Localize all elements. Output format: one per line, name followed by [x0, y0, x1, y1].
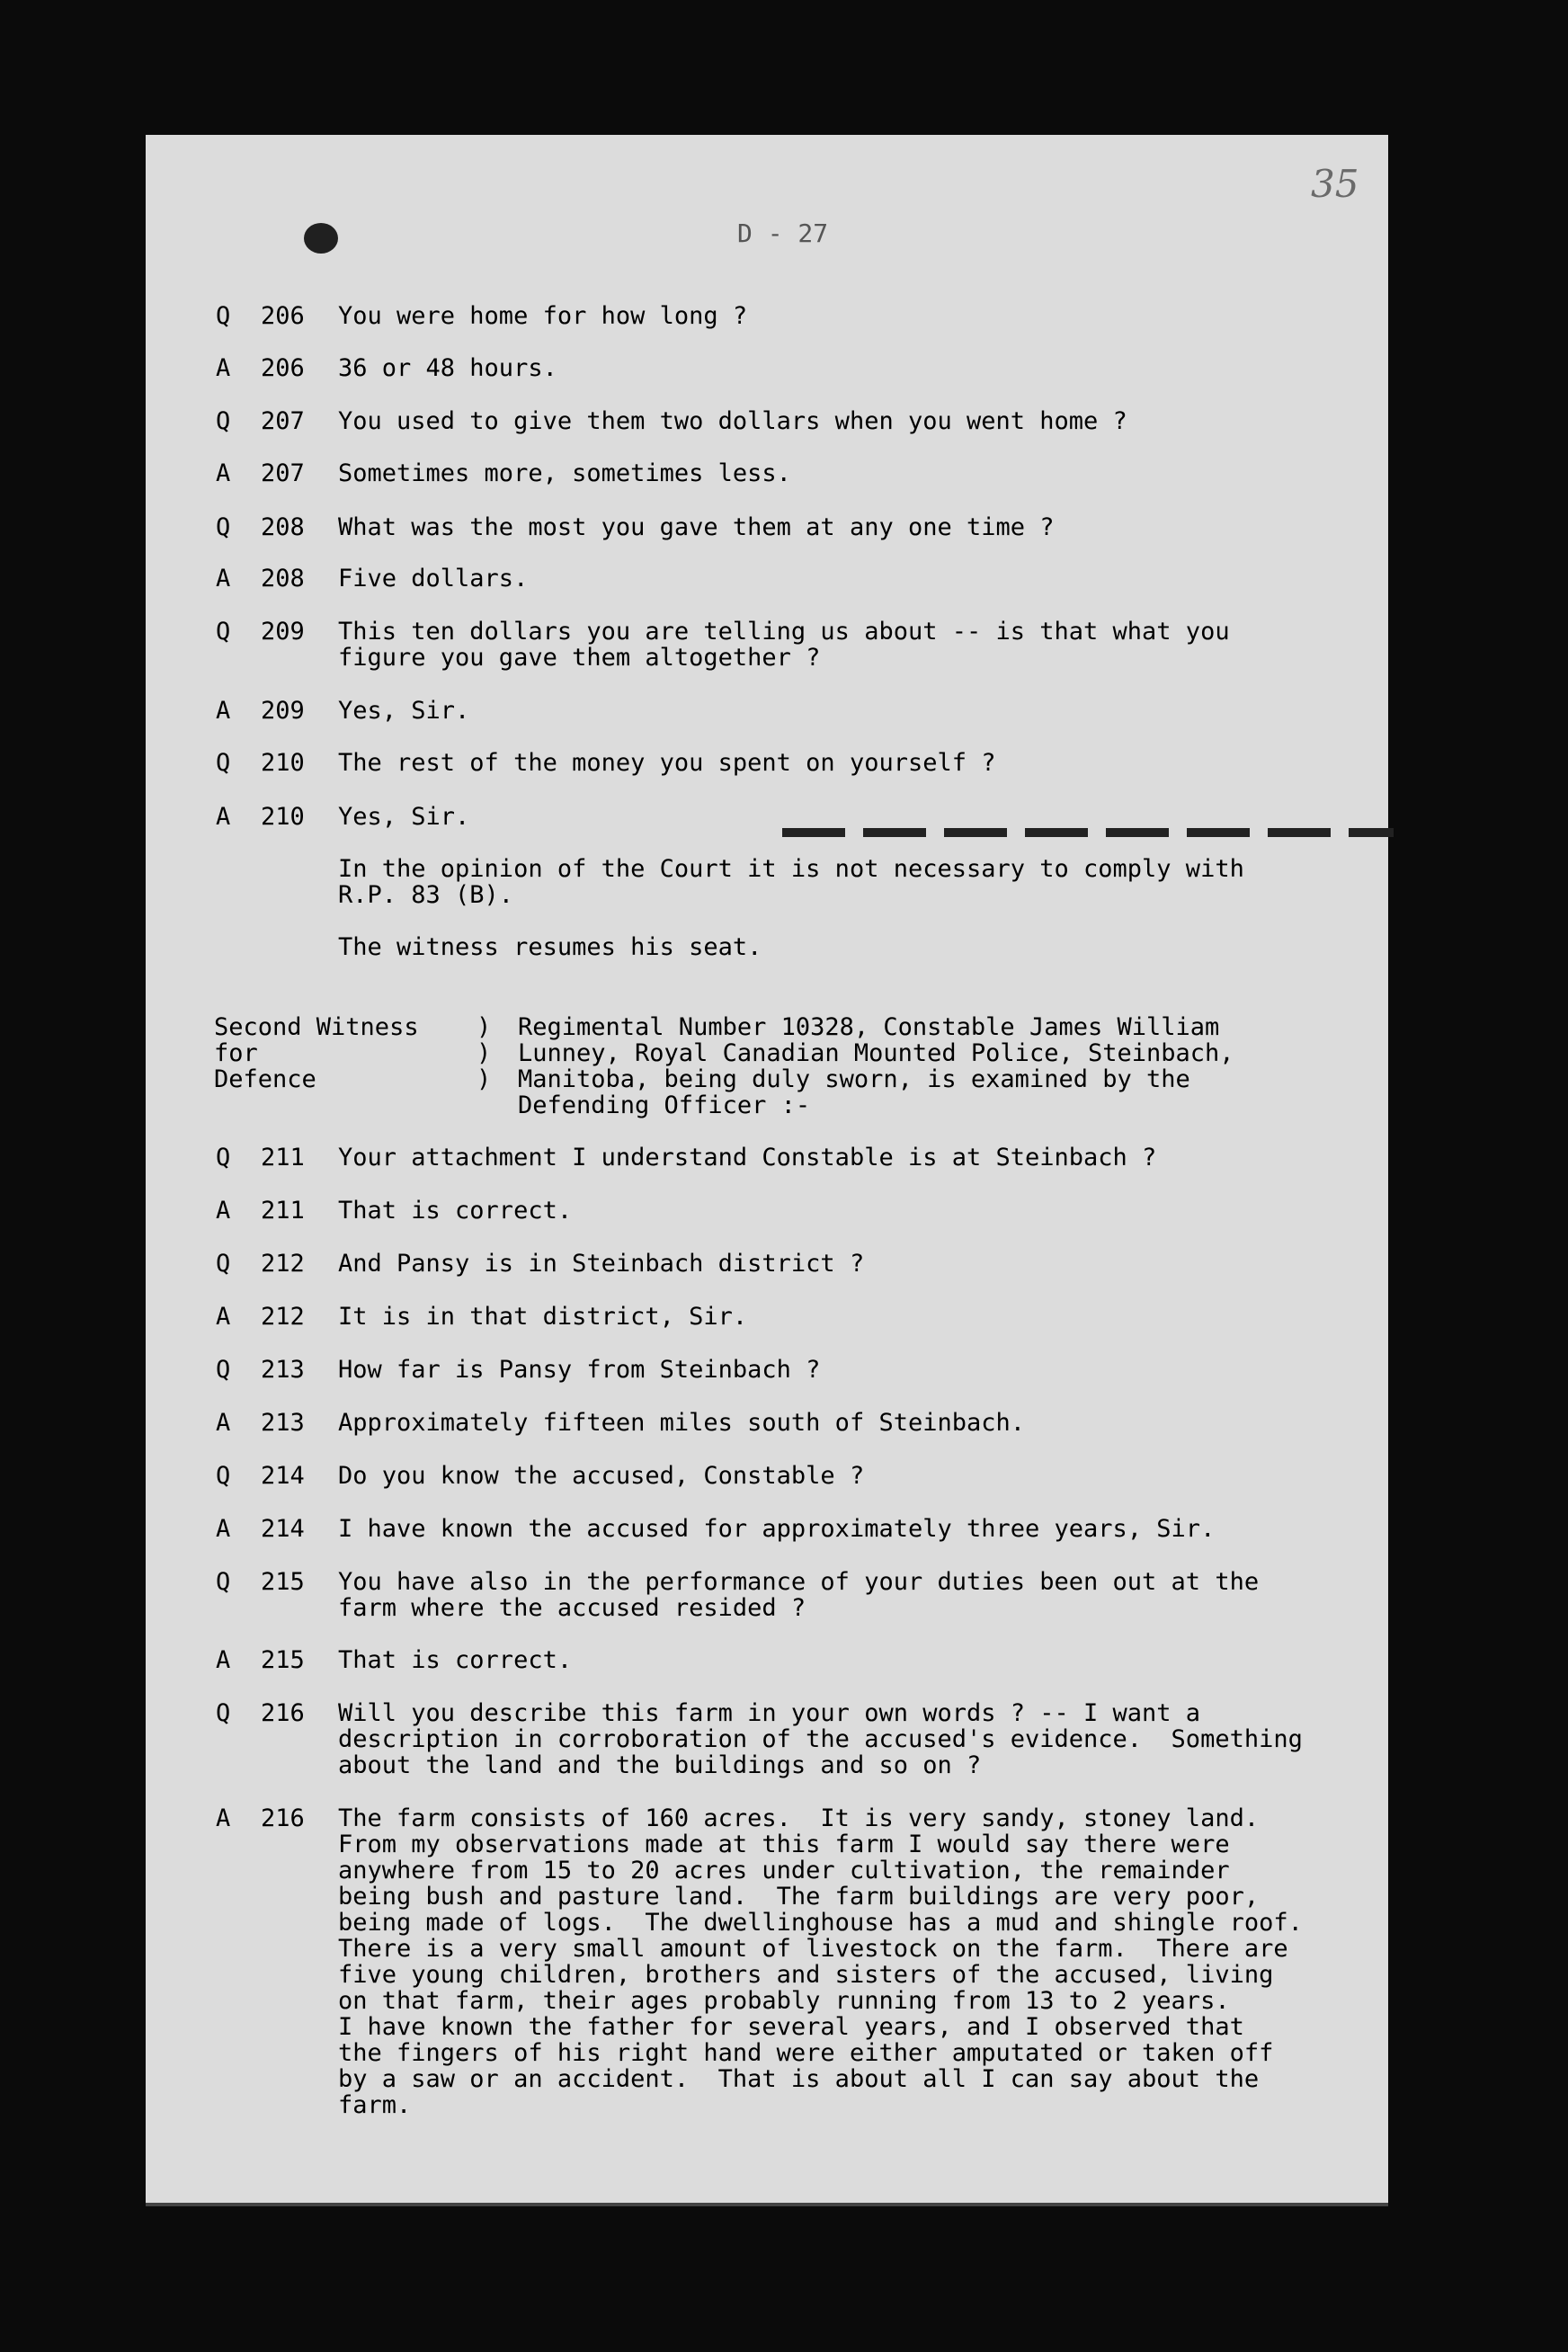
- qa-number: 208: [261, 513, 305, 541]
- qa-number: 210: [261, 803, 305, 831]
- qa-text: Your attachment I understand Constable is at Steinbach ?: [338, 1144, 1157, 1172]
- qa-number: 216: [261, 1699, 305, 1727]
- qa-text: Yes, Sir.: [338, 803, 470, 831]
- page-bottom-edge: [146, 2203, 1388, 2206]
- qa-marker: Q: [216, 618, 231, 646]
- witness-brace: ) ) ): [477, 1013, 492, 1093]
- qa-number: 210: [261, 749, 305, 777]
- qa-number: 215: [261, 1646, 305, 1674]
- qa-text: 36 or 48 hours.: [338, 354, 557, 382]
- qa-marker: A: [216, 459, 231, 487]
- qa-text: You were home for how long ?: [338, 302, 748, 330]
- qa-number: 207: [261, 459, 305, 487]
- qa-text: Do you know the accused, Constable ?: [338, 1462, 865, 1490]
- qa-marker: Q: [216, 1250, 231, 1278]
- qa-text: You used to give them two dollars when you went home ?: [338, 407, 1127, 435]
- qa-text: Yes, Sir.: [338, 697, 470, 725]
- qa-number: 214: [261, 1462, 305, 1490]
- qa-marker: A: [216, 1646, 231, 1674]
- qa-text: I have known the accused for approximately three years, Sir.: [338, 1515, 1216, 1543]
- qa-marker: Q: [216, 1462, 231, 1490]
- qa-number: 216: [261, 1804, 305, 1832]
- redaction-dash-line: [782, 828, 1394, 837]
- qa-text: Approximately fifteen miles south of Steinbach.: [338, 1409, 1026, 1437]
- witness-label: Second Witness for Defence: [214, 1013, 419, 1093]
- qa-marker: Q: [216, 513, 231, 541]
- qa-text: The farm consists of 160 acres. It is very sandy, stoney land. From my observations made at this farm I would say there were anywhere from 15 to 20 acres under cultivation, the remainder being bush and pasture land. The farm buildings are very poor, being made of logs. The dwellinghouse has a mud and shingle roof. There is a very small amount of livestock on the farm. There are five young children, brothers and sisters of the accused, living on that farm, their ages probably running from 13 to 2 years. I have known the father for several years, and I observed that the fingers of his right hand were either amputated or taken off by a saw or an accident. That is about all I can say about the farm.: [338, 1804, 1303, 2119]
- qa-number: 211: [261, 1144, 305, 1172]
- qa-marker: A: [216, 1197, 231, 1225]
- qa-marker: Q: [216, 1568, 231, 1596]
- qa-number: 206: [261, 354, 305, 382]
- qa-marker: A: [216, 1409, 231, 1437]
- qa-number: 212: [261, 1303, 305, 1331]
- qa-text: Five dollars.: [338, 565, 529, 592]
- witness-description: Regimental Number 10328, Constable James William Lunney, Royal Canadian Mounted Police, Steinbach, Manitoba, being duly sworn, is examined by the Defending Officer :-: [518, 1013, 1234, 1119]
- handwritten-page-number: 35: [1311, 162, 1359, 206]
- qa-number: 213: [261, 1356, 305, 1384]
- qa-number: 213: [261, 1409, 305, 1437]
- qa-text: What was the most you gave them at any one time ?: [338, 513, 1055, 541]
- punch-hole: [304, 223, 338, 254]
- page-header: D - 27: [737, 218, 829, 248]
- qa-number: 215: [261, 1568, 305, 1596]
- qa-number: 209: [261, 618, 305, 646]
- qa-text: The rest of the money you spent on yourself ?: [338, 749, 996, 777]
- qa-marker: Q: [216, 749, 231, 777]
- qa-number: 208: [261, 565, 305, 592]
- qa-marker: Q: [216, 302, 231, 330]
- qa-marker: A: [216, 1303, 231, 1331]
- qa-text: That is correct.: [338, 1646, 573, 1674]
- qa-marker: A: [216, 803, 231, 831]
- qa-marker: A: [216, 354, 231, 382]
- qa-marker: A: [216, 1804, 231, 1832]
- qa-marker: Q: [216, 1144, 231, 1172]
- qa-number: 207: [261, 407, 305, 435]
- qa-text: It is in that district, Sir.: [338, 1303, 748, 1331]
- qa-text: That is correct.: [338, 1197, 573, 1225]
- court-note: In the opinion of the Court it is not necessary to comply with R.P. 83 (B).: [338, 855, 1244, 909]
- qa-marker: Q: [216, 1699, 231, 1727]
- qa-marker: Q: [216, 407, 231, 435]
- qa-marker: A: [216, 697, 231, 725]
- qa-text: How far is Pansy from Steinbach ?: [338, 1356, 821, 1384]
- qa-number: 206: [261, 302, 305, 330]
- qa-marker: A: [216, 1515, 231, 1543]
- qa-marker: A: [216, 565, 231, 592]
- qa-text: And Pansy is in Steinbach district ?: [338, 1250, 865, 1278]
- qa-number: 212: [261, 1250, 305, 1278]
- qa-text: Will you describe this farm in your own words ? -- I want a description in corroboration of the accused's evidence. Something about the land and the buildings and so on ?: [338, 1699, 1303, 1779]
- qa-number: 209: [261, 697, 305, 725]
- qa-marker: Q: [216, 1356, 231, 1384]
- qa-text: This ten dollars you are telling us about -- is that what you figure you gave them altogether ?: [338, 618, 1230, 672]
- qa-number: 214: [261, 1515, 305, 1543]
- qa-number: 211: [261, 1197, 305, 1225]
- qa-text: Sometimes more, sometimes less.: [338, 459, 791, 487]
- witness-resumes-note: The witness resumes his seat.: [338, 933, 762, 961]
- qa-text: You have also in the performance of your duties been out at the farm where the accused resided ?: [338, 1568, 1260, 1622]
